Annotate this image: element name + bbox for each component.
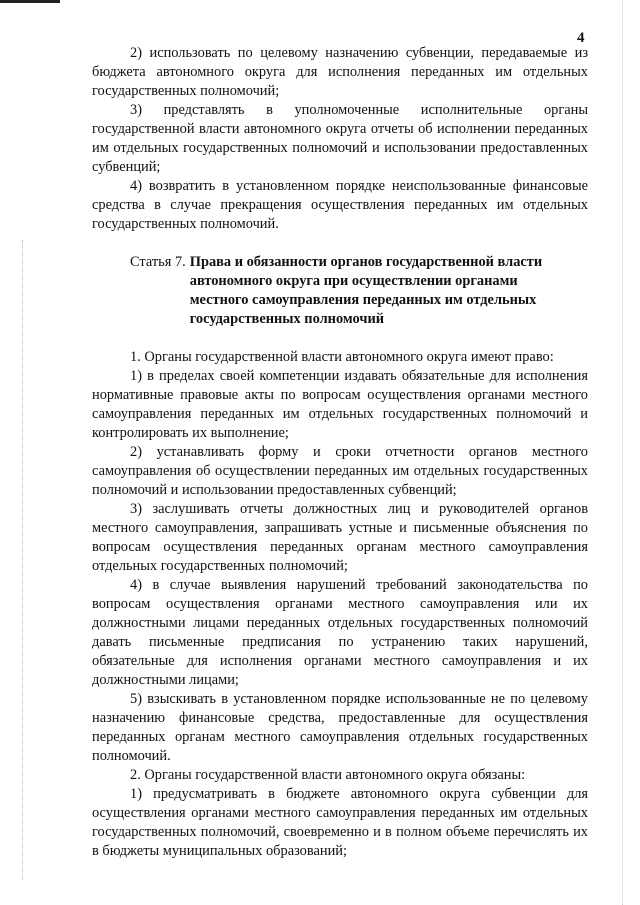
article-title: Права и обязанности органов государственной власти автономного округа при осуществлении органами местного самоуправления переданных им отдельных государственных полномочий [189, 254, 543, 327]
article-number: Статья 7. [130, 254, 186, 270]
article-heading [92, 253, 588, 329]
scan-right-edge [622, 0, 624, 905]
paragraph-top-3: 4) возвратить в установленном порядке неиспользованные финансовые средства в случае прекращения осуществления переданных им отдельных государственных полномочий. [92, 178, 588, 232]
document-body [92, 44, 588, 861]
paragraph-bottom-8: 1) предусматривать в бюджете автономного округа субвенции для осуществления органами местного самоуправления переданных им отдельных государственных полномочий, своевременно и в полном объеме перечислять их в бюджеты муниципальных образований; [92, 786, 588, 859]
paragraph-bottom-4: 3) заслушивать отчеты должностных лиц и руководителей органов местного самоуправления, запрашивать устные и письменные объяснения по вопросам осуществления переданных органам местного самоуправления отдельных государственных полномочий; [92, 501, 588, 574]
paragraph-bottom-1: 1. Органы государственной власти автономного округа имеют право: [130, 349, 554, 365]
page-number: 4 [577, 30, 585, 46]
paragraph-top-1: 2) использовать по целевому назначению субвенции, передаваемые из бюджета автономного округа для исполнения переданных им отдельных государственных полномочий; [92, 45, 588, 99]
paragraph-bottom-5: 4) в случае выявления нарушений требований законодательства по вопросам осуществления органами местного самоуправления или их должностными лицами переданных отдельных государственных полномочий давать письменные предписания по устранению таких нарушений, обязательные для исполнения органами местного самоуправления и их должностными лицами; [92, 577, 588, 688]
paragraph-bottom-3: 2) устанавливать форму и сроки отчетности органов местного самоуправления об осуществлении переданных им отдельных государственных полномочий и использовании предоставленных субвенций; [92, 444, 588, 498]
paragraph-top-2: 3) представлять в уполномоченные исполнительные органы государственной власти автономного округа отчеты об исполнении переданных им отдельных государственных полномочий и использовании предоставленных субвенций; [92, 102, 588, 175]
scan-top-rule [0, 0, 60, 3]
paragraph-bottom-6: 5) взыскивать в установленном порядке использованные не по целевому назначению финансовые средства, предоставленные для осуществления переданных органам местного самоуправления отдельных государственных полномочий. [92, 691, 588, 764]
paragraph-bottom-7: 2. Органы государственной власти автономного округа обязаны: [130, 767, 526, 783]
paragraph-bottom-2: 1) в пределах своей компетенции издавать обязательные для исполнения нормативные правовые акты по вопросам осуществления органами местного самоуправления переданных им отдельных государственных полномочий и контролировать их выполнение; [92, 368, 588, 441]
scan-left-edge [22, 240, 24, 880]
